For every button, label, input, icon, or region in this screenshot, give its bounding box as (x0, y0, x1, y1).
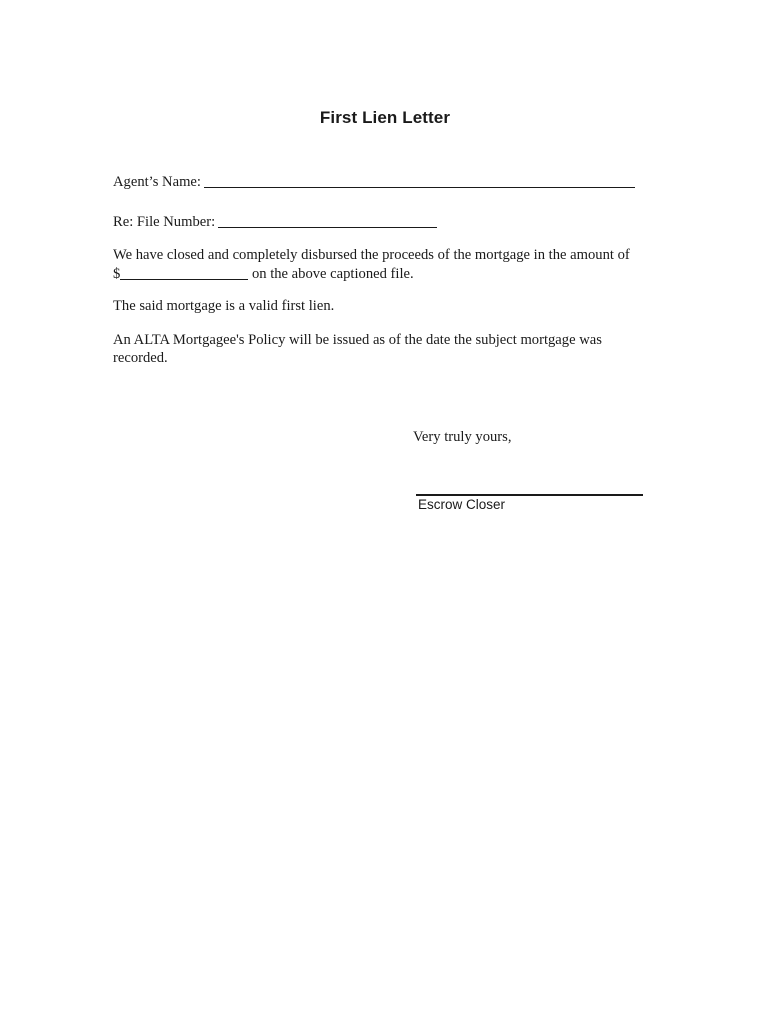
closing-salutation: Very truly yours, (413, 429, 512, 445)
currency-symbol: $ (113, 266, 121, 282)
file-number-blank[interactable] (218, 214, 437, 228)
file-number-label: Re: File Number: (113, 214, 216, 230)
paragraph-disbursement-rest: on the above captioned file. (248, 266, 414, 282)
paragraph-disbursement-line2 (113, 264, 414, 283)
paragraph-policy-line1: An ALTA Mortgagee's Policy will be issued as of the date the subject mortgage was (113, 332, 602, 348)
signature-label: Escrow Closer (418, 497, 506, 512)
amount-blank[interactable] (120, 266, 248, 280)
paragraph-policy-line2: recorded. (113, 350, 168, 366)
document-title: First Lien Letter (319, 108, 451, 127)
signature-line[interactable] (416, 494, 643, 496)
agent-name-blank[interactable] (204, 174, 635, 188)
paragraph-disbursement-line1: We have closed and completely disbursed the proceeds of the mortgage in the amount of (113, 247, 630, 263)
file-number-row (113, 212, 437, 231)
agent-name-row (113, 172, 635, 191)
agent-name-label: Agent’s Name: (113, 174, 201, 190)
paragraph-valid-lien: The said mortgage is a valid first lien. (113, 298, 335, 314)
